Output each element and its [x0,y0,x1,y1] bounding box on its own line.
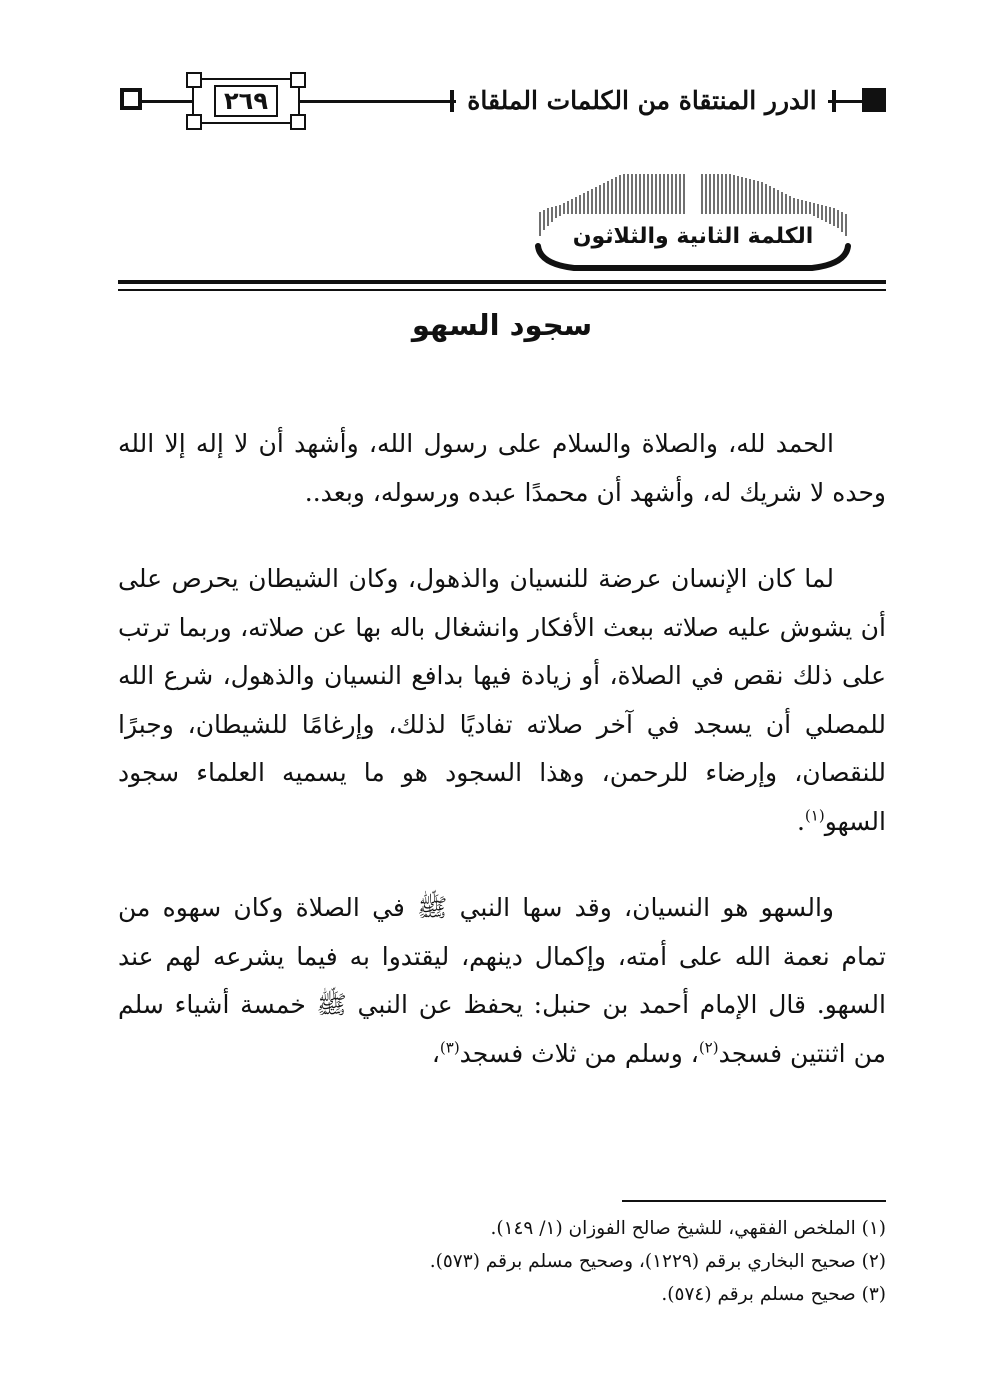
paragraph-end: . [796,806,805,836]
book-title: الدرر المنتقاة من الكلمات الملقاة [456,78,828,122]
chapter-label: الكلمة الثانية والثلاثون [572,223,814,249]
page-number-frame [192,78,300,124]
frame-knot-ornament [186,114,202,130]
section-rule-thick [118,280,886,284]
paragraph-text: لما كان الإنسان عرضة للنسيان والذهول، وكان الشيطان يحرص على أن يشوش عليه صلاته ببعث الأفكار وانشغال باله بها عن صلاته، وربما ترتب على ذلك نقص في الصلاة، أو زيادة فيها بدافع النسيان والذهول، شرع الله للمصلي أن يسجد في آخر صلاته تفاديًا لذلك، وإرغامًا للشيطان، وجبرًا للنقصان، وإرضاء للرحمن، وهذا السجود هو ما يسميه العلماء سجود السهو [118,564,886,836]
frame-knot-ornament [290,114,306,130]
paragraph-text: والسهو هو النسيان، وقد سها النبي ﷺ في الصلاة وكان سهوه من تمام نعمة الله على أمته، وإكمال دينهم، ليقتدوا به فيما يشرعه لهم عند السهو. قال الإمام أحمد بن حنبل: يحفظ عن النبي ﷺ خمسة أشياء سلم من اثنتين فسجد [118,893,886,1068]
frame-knot-ornament [290,72,306,88]
footnote-separator [622,1200,886,1202]
header-rule-middle [298,100,458,103]
header-rule-left [142,100,194,103]
footnotes [118,1212,886,1311]
footnote: (١) الملخص الفقهي، للشيخ صالح الفوزان (١/ ١٤٩). [490,1218,886,1239]
section-rule-thin [118,289,886,291]
paragraph [118,555,886,846]
footnote: (٣) صحيح مسلم برقم (٥٧٤). [661,1284,886,1305]
footnote-ref: (٣) [439,1038,460,1057]
paragraph-end: ، [431,1038,440,1068]
article-body [118,420,886,1116]
header-square-ornament [120,88,142,110]
page-number: ٢٦٩ [214,85,278,117]
paragraph [118,420,886,517]
footnote: (٢) صحيح البخاري برقم (١٢٢٩)، وصحيح مسلم برقم (٥٧٣). [429,1251,886,1272]
footnote-ref: (١) [804,806,825,825]
chapter-banner [534,172,852,276]
running-header [112,76,888,126]
header-bar-ornament [450,90,454,112]
frame-knot-ornament [186,72,202,88]
article-title: سجود السهو [411,308,593,342]
header-square-ornament [862,88,886,112]
paragraph-text: الحمد لله، والصلاة والسلام على رسول الله، وأشهد أن لا إله إلا الله وحده لا شريك له، وأشهد أن محمدًا عبده ورسوله، وبعد.. [118,429,886,507]
paragraph [118,884,886,1078]
footnote-ref: (٢) [698,1038,719,1057]
paragraph-text: ، وسلم من ثلاث فسجد [459,1038,699,1068]
header-bar-ornament [832,90,836,112]
